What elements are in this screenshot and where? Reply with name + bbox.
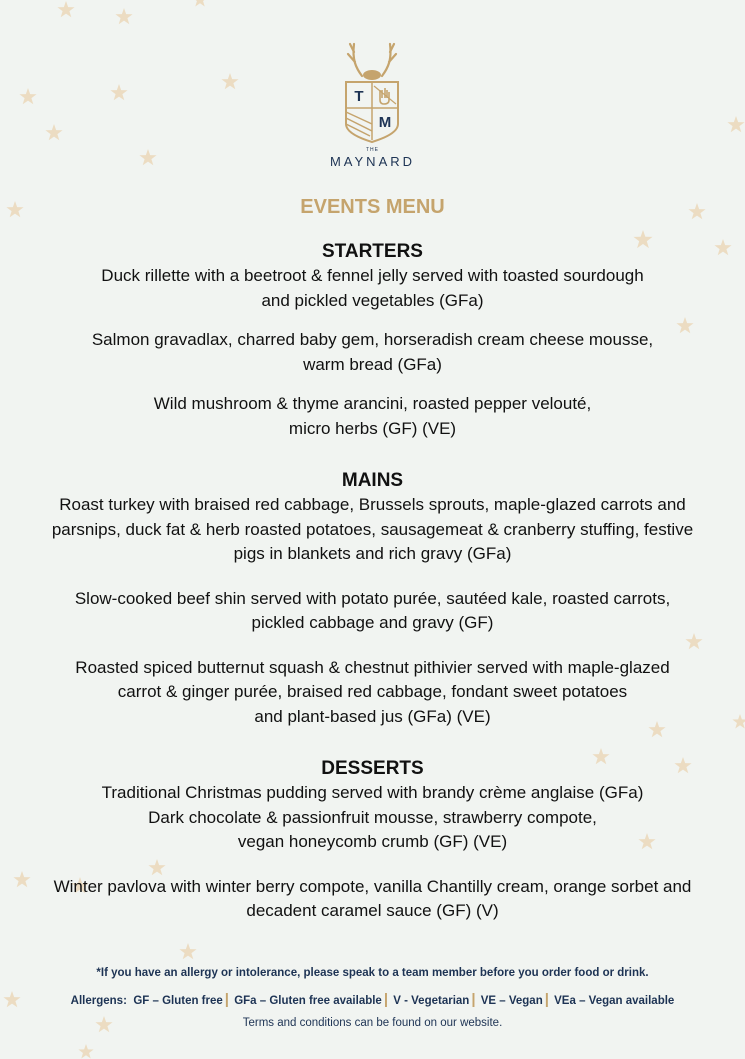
star-icon [110,84,127,100]
allergens-legend: Allergens: GF – Gluten free | GFa – Gluten free available | V - Vegetarian | VE – Vegan | VEa – Vegan available [70,991,675,1008]
dish-line: carrot & ginger purée, braised red cabbage, fondant sweet potatoes [117,682,628,701]
dish-line: Duck rillette with a beetroot & fennel jelly served with toasted sourdough [101,266,644,285]
dish-line: Salmon gravadlax, charred baby gem, horseradish cream cheese mousse, [91,330,654,349]
section-desserts [30,757,715,924]
section-title: DESSERTS [321,758,424,779]
allergen-v: V - Vegetarian [393,995,470,1007]
brand-the: THE [366,147,379,153]
dish-line: pickled cabbage and gravy (GF) [251,613,494,632]
dish-line: Roasted spiced butternut squash & chestnut pithivier served with maple-glazed [75,657,670,677]
dish-item [30,264,715,313]
dish-line: pigs in blankets and rich gravy (GFa) [233,544,512,563]
star-icon [45,124,62,140]
star-icon [78,1044,93,1058]
star-icon [714,239,731,255]
dish-item [30,328,715,377]
star-icon [179,943,196,959]
dish-line: warm bread (GFa) [303,354,442,374]
allergen-ve: VE – Vegan [480,995,543,1007]
allergen-vea: VEa – Vegan available [554,995,675,1007]
section-title: MAINS [341,470,404,491]
star-icon [192,0,207,6]
allergen-gfa: GFa – Gluten free available [234,995,382,1007]
section-starters [30,240,715,441]
allergy-note: *If you have an allergy or intolerance, please speak to a team member before you order food or drink. [96,967,649,979]
dish-line: vegan honeycomb crumb (GF) (VE) [237,832,508,851]
star-icon [221,73,238,89]
dish-item [30,781,715,855]
dish-item [30,587,715,636]
dish-line: Dark chocolate & passionfruit mousse, strawberry compote, [148,807,597,827]
dish-line: parsnips, duck fat & herb roasted potatoes, sausagemeat & cranberry stuffing, festive [51,519,694,539]
section-title: STARTERS [322,241,423,262]
menu-title: EVENTS MENU [300,196,445,218]
dish-line: Traditional Christmas pudding served with brandy crème anglaise (GFa) [101,783,644,802]
dish-item [30,875,715,924]
dish-item [30,656,715,730]
menu-content [30,240,715,924]
star-icon [727,116,744,132]
dish-item [30,493,715,567]
dish-line: micro herbs (GF) (VE) [288,418,457,438]
brand-name: MAYNARD [329,154,416,169]
dish-line: and pickled vegetables (GFa) [261,290,484,310]
dish-line: and plant-based jus (GFa) (VE) [254,706,491,726]
star-icon [115,8,132,24]
star-icon [13,871,30,887]
dish-item [30,392,715,441]
crest-letter-m: M [378,114,392,131]
crest-letter-t: T [354,88,364,105]
dish-line: Slow-cooked beef shin served with potato purée, sautéed kale, roasted carrots, [74,588,671,608]
allergens-label: Allergens: [70,995,127,1007]
terms-note: Terms and conditions can be found on our website. [242,1017,503,1029]
star-icon [57,1,74,17]
dish-line: Wild mushroom & thyme arancini, roasted pepper velouté, [153,394,592,413]
dish-line: Roast turkey with braised red cabbage, Brussels sprouts, maple-glazed carrots and [59,495,686,514]
star-icon [732,714,745,728]
dish-line: decadent caramel sauce (GF) (V) [246,901,499,920]
dish-line: Winter pavlova with winter berry compote, vanilla Chantilly cream, orange sorbet and [53,876,692,896]
section-mains [30,469,715,729]
star-icon [19,88,36,104]
allergen-gf: GF – Gluten free [133,995,223,1007]
